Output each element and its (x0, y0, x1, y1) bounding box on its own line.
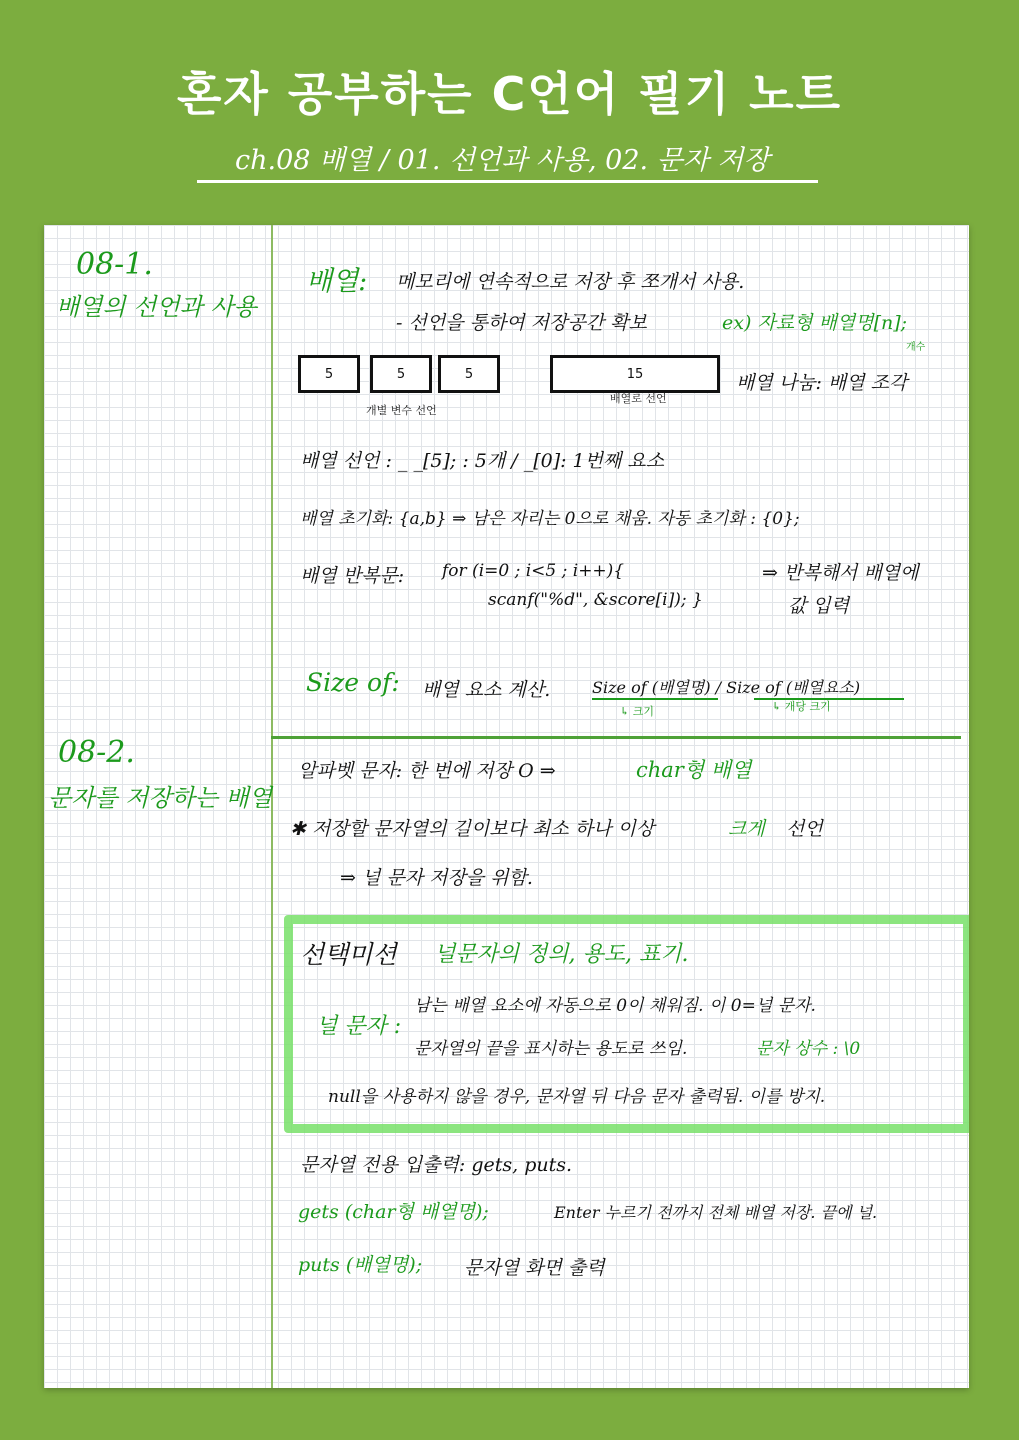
null-char-line-2: 문자열의 끝을 표시하는 용도로 쓰임. (414, 1039, 688, 1059)
variable-box: 5 (438, 355, 500, 393)
variable-box: 5 (370, 355, 432, 393)
char-array-text: char형 배열 (636, 758, 752, 782)
page-subtitle: ch.08 배열 / 01. 선언과 사용, 02. 문자 저장 (235, 145, 770, 176)
array-init: 배열 초기화: {a,b} ⇒ 남은 자리는 0으로 채움. 자동 초기화 : {0}; (300, 509, 800, 529)
sizeof-text: 배열 요소 계산. (422, 679, 551, 701)
page-title: 혼자 공부하는 C언어 필기 노트 (176, 67, 843, 121)
sizeof-note-size: ↳ 크기 (620, 705, 654, 718)
mission-title: 널문자의 정의, 용도, 표기. (434, 942, 689, 967)
section-2-number: 08-2. (58, 735, 135, 770)
puts-description: 문자열 화면 출력 (464, 1257, 605, 1279)
array-loop-label: 배열 반복문: (300, 565, 405, 587)
section-2-title: 문자를 저장하는 배열 (48, 784, 272, 812)
null-char-line-1: 남는 배열 요소에 자동으로 0이 채워짐. 이 0=널 문자. (414, 996, 816, 1016)
star-note-emphasis: 크게 (728, 818, 765, 840)
star-note-end: 선언 (786, 818, 823, 840)
array-def-line2: - 선언을 통하여 저장공간 확보 (396, 312, 647, 334)
array-size-note: 개수 (906, 342, 926, 353)
puts-syntax: puts (배열명); (298, 1254, 423, 1276)
null-char-label: 널 문자 : (316, 1014, 402, 1039)
alphabet-text: 알파벳 문자: 한 번에 저장 O ⇒ (298, 760, 556, 782)
section-1-number: 08-1. (76, 247, 153, 282)
array-loop-result-1: ⇒ 반복해서 배열에 (762, 562, 919, 584)
array-syntax-example: ex) 자료형 배열명[n]; (722, 312, 908, 334)
array-box: 15 (550, 355, 720, 393)
mission-label: 선택미션 (300, 940, 397, 969)
variable-box: 5 (298, 355, 360, 393)
variable-box-caption: 개별 변수 선언 (366, 404, 437, 417)
null-char-line-3: null을 사용하지 않을 경우, 문자열 뒤 다음 문자 출력됨. 이를 방지. (328, 1087, 826, 1107)
array-split-text: 배열 나눔: 배열 조각 (736, 372, 908, 394)
star-note-line2: ⇒ 널 문자 저장을 위함. (340, 867, 533, 889)
string-io-title: 문자열 전용 입출력: gets, puts. (300, 1154, 573, 1176)
gets-description: Enter 누르기 전까지 전체 배열 저장. 끝에 널. (554, 1203, 878, 1222)
array-declaration: 배열 선언 : _ _[5]; : 5개 / _[0]: 1번째 요소 (300, 450, 665, 472)
sizeof-formula: Size of (배열명) / Size of (배열요소) (592, 678, 861, 697)
note-paper (44, 225, 969, 1388)
array-loop-result-2: 값 입력 (788, 595, 850, 617)
title-underline (197, 180, 818, 183)
array-def-label: 배열: (306, 266, 368, 297)
array-loop-code-2: scanf("%d", &score[i]); } (488, 590, 703, 610)
sizeof-underline (592, 698, 718, 700)
null-char-constant: 문자 상수 : \0 (756, 1039, 861, 1059)
array-box-caption: 배열로 선언 (610, 392, 667, 405)
section-divider (271, 736, 961, 739)
array-def-text: 메모리에 연속적으로 저장 후 쪼개서 사용. (396, 271, 745, 293)
array-loop-code-1: for (i=0 ; i<5 ; i++){ (442, 561, 625, 581)
section-1-title: 배열의 선언과 사용 (56, 293, 257, 321)
star-note-text: ✱ 저장할 문자열의 길이보다 최소 하나 이상 (290, 818, 655, 840)
gets-syntax: gets (char형 배열명); (298, 1201, 489, 1223)
sizeof-label: Size of: (306, 668, 400, 697)
sizeof-note-each: ↳ 개당 크기 (772, 700, 831, 713)
